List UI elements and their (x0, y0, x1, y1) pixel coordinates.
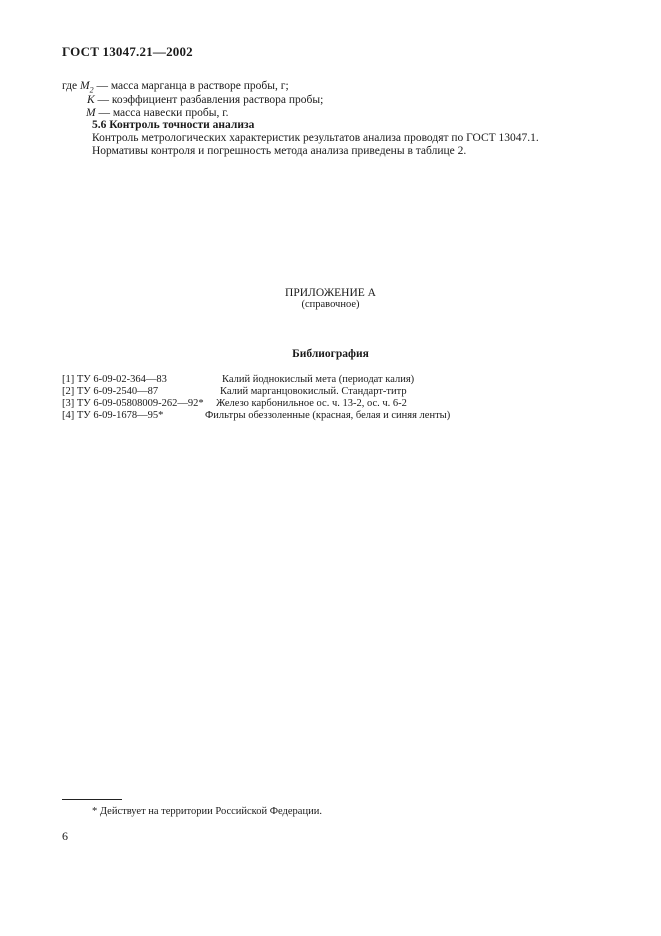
section-heading: 5.6 Контроль точности анализа (92, 119, 255, 131)
bibliography-ref: [3] ТУ 6-09-05808009-262—92* (62, 398, 204, 409)
bibliography-heading: Библиография (292, 348, 369, 360)
bibliography-ref: [2] ТУ 6-09-2540—87 (62, 386, 159, 397)
definition-subscript: 2 (89, 85, 94, 95)
bibliography-desc: Железо карбонильное ос. ч. 13-2, ос. ч. 6-2 (216, 398, 407, 409)
definition-text: — масса навески пробы, г. (95, 107, 229, 119)
page-number: 6 (62, 829, 68, 843)
definition-text: — коэффициент разбавления раствора пробы; (94, 94, 324, 106)
bibliography-desc: Калий марганцовокислый. Стандарт-титр (220, 386, 407, 397)
section-paragraph: Контроль метрологических характеристик результатов анализа проводят по ГОСТ 13047.1. (92, 132, 539, 144)
appendix-title: ПРИЛОЖЕНИЕ А (285, 287, 376, 299)
appendix-subtitle: (справочное) (301, 299, 360, 310)
document-header: ГОСТ 13047.21—2002 (62, 44, 193, 59)
footnote: * Действует на территории Российской Федерации. (92, 806, 322, 817)
definition-symbol: M (86, 107, 96, 119)
bibliography-ref: [4] ТУ 6-09-1678—95* (62, 410, 164, 421)
definition-text: — масса марганца в растворе пробы, г; (93, 80, 289, 92)
definition-line (87, 93, 323, 107)
definition-symbol: K (87, 94, 95, 106)
definition-prefix: где (62, 80, 80, 92)
footnote-rule (62, 799, 122, 800)
bibliography-ref: [1] ТУ 6-09-02-364—83 (62, 374, 167, 385)
section-paragraph: Нормативы контроля и погрешность метода анализа приведены в таблице 2. (92, 145, 467, 157)
bibliography-desc: Калий йоднокислый мета (периодат калия) (222, 374, 415, 385)
definition-symbol: M (79, 80, 90, 92)
bibliography-desc: Фильтры обеззоленные (красная, белая и синяя ленты) (205, 410, 451, 421)
